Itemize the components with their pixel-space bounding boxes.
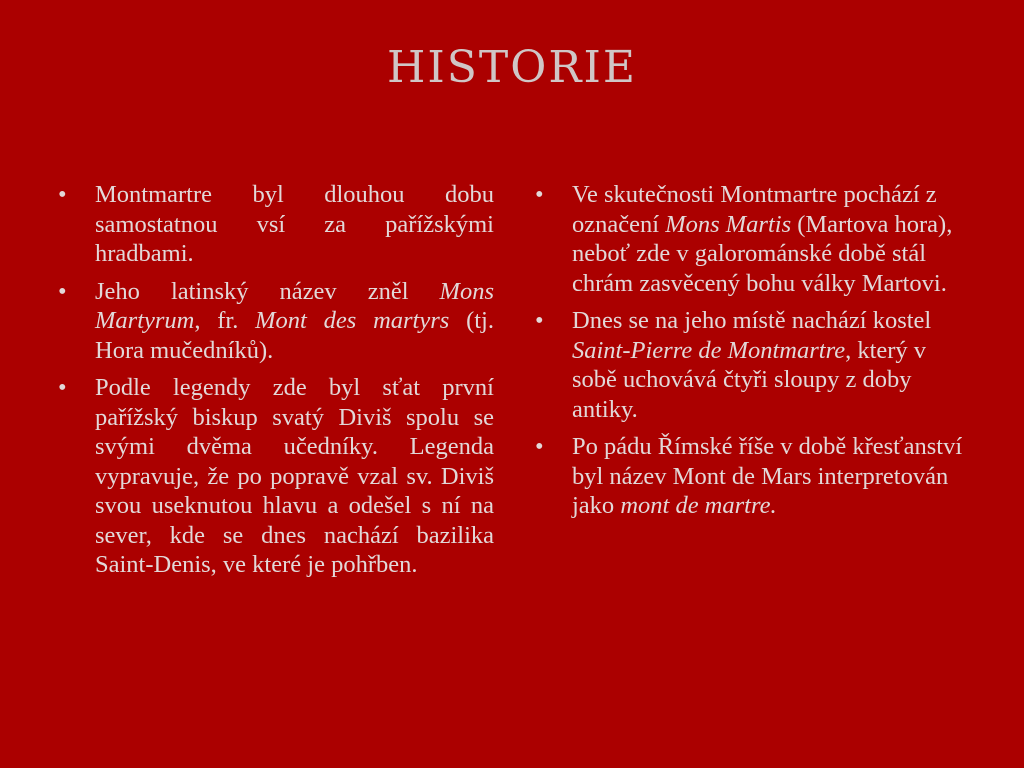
- bullet-icon: •: [58, 374, 67, 401]
- bullet-text: (Martova hora), neboť zde v galorománské době stál chrám zasvěcený bohu války Martovi.: [572, 210, 953, 297]
- slide-title: HISTORIE: [387, 42, 637, 93]
- bullet-text: (tj. Hora mučedníků).: [95, 307, 494, 364]
- bullet-icon: •: [535, 433, 544, 460]
- bullet-item: [535, 432, 965, 521]
- left-column-list: [58, 180, 494, 588]
- bullet-item: [535, 180, 965, 298]
- bullet-item: [58, 180, 494, 269]
- italic-term: mont de martre.: [620, 492, 777, 519]
- italic-term: Saint-Pierre de Montmartre: [572, 336, 846, 364]
- bullet-text: Dnes se na jeho místě nachází kostel: [572, 307, 932, 334]
- bullet-item: [58, 277, 494, 366]
- bullet-text: Jeho latinský název zněl: [95, 277, 440, 305]
- bullet-text: Montmartre byl dlouhou dobu samostatnou vsí za pařížskými hradbami.: [95, 181, 494, 267]
- italic-term: Mont des martyrs: [255, 307, 450, 334]
- bullet-icon: •: [58, 181, 67, 208]
- italic-term: Mons Martis: [665, 210, 792, 238]
- bullet-text: , který v sobě uchovává čtyři sloupy z doby antiky.: [572, 336, 927, 423]
- right-column-list: [535, 180, 965, 529]
- bullet-icon: •: [535, 181, 544, 208]
- bullet-icon: •: [58, 277, 67, 305]
- italic-term: Mons Martyrum: [95, 277, 494, 334]
- bullet-text: Po pádu Římské říše v době křesťanství byl název Mont de Mars interpretován jako: [572, 433, 963, 519]
- bullet-text: Podle legendy zde byl sťat první pařížský biskup svatý Diviš spolu se svými dvěma učedníky. Legenda vypravuje, že po popravě vzal sv. Diviš svou useknutou hlavu a odešel s ní na sever, kde se dnes nachází bazilika Saint-Denis, ve které je pohřben.: [95, 374, 494, 578]
- bullet-text: Ve skutečnosti Montmartre pochází z označení: [572, 181, 937, 238]
- bullet-item: [535, 306, 965, 424]
- bullet-text: , fr.: [194, 307, 256, 334]
- bullet-icon: •: [535, 307, 544, 334]
- bullet-item: [58, 373, 494, 580]
